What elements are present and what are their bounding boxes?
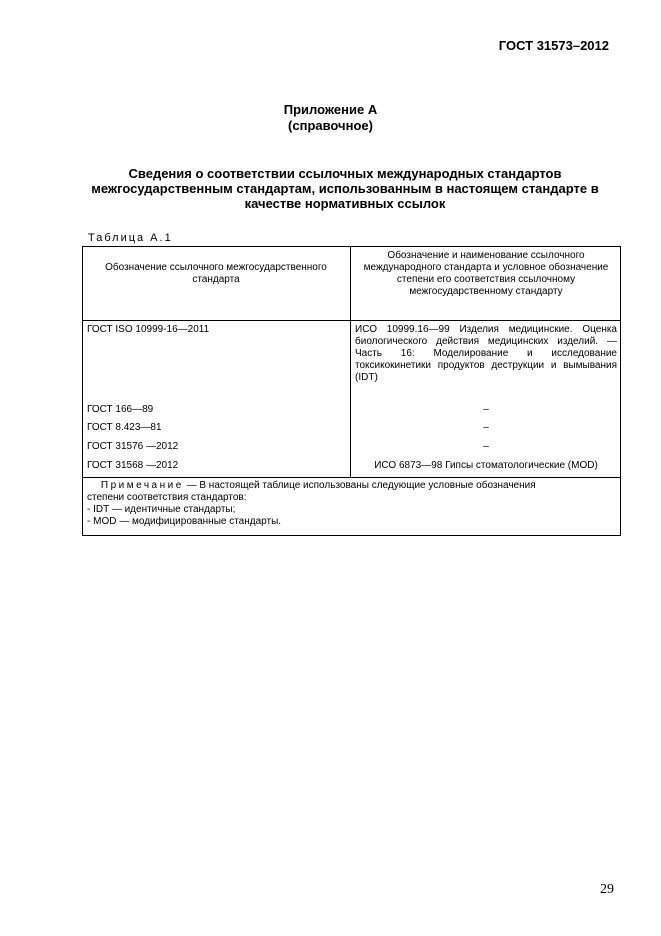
- caption-line-2: межгосударственным стандартам, использованным в настоящем стандарте в: [91, 181, 599, 196]
- note-line-1: [87, 480, 617, 492]
- header-divider: [83, 320, 620, 321]
- caption-line-3: качестве нормативных ссылок: [244, 196, 446, 211]
- table-row-2-right: –: [483, 404, 489, 415]
- table-note: [87, 480, 617, 528]
- note-line-2: степени соответствия стандартов:: [87, 492, 247, 503]
- note-line-4: - MOD — модифицированные стандарты.: [87, 516, 282, 527]
- table-row-1-right: ИСО 10999.16—99 Изделия медицинские. Оценка биологического действия медицинских изделий. — Часть 16: Моделирование и исследование токсикокинетики продуктов деструкции и вымывания (IDT): [355, 324, 617, 383]
- table-row-4-right: –: [483, 441, 489, 452]
- caption-line-1: Сведения о соответствии ссылочных международных стандартов: [128, 166, 562, 181]
- page-number: 29: [600, 882, 614, 897]
- table-row-2-left: ГОСТ 166—89: [87, 404, 154, 415]
- table-row-3-left: ГОСТ 8.423—81: [87, 422, 162, 433]
- document-code: ГОСТ 31573–2012: [498, 38, 609, 53]
- note-divider: [83, 477, 620, 478]
- table-caption: [75, 166, 615, 211]
- table-row-1-left: ГОСТ ISO 10999-16—2011: [87, 324, 210, 335]
- correspondence-table: [82, 246, 621, 536]
- table-row-4-left: ГОСТ 31576 —2012: [87, 441, 179, 452]
- note-label: Примечание: [100, 480, 184, 491]
- table-row-3-right: –: [483, 422, 489, 433]
- table-row-5-right: ИСО 6873—98 Гипсы стоматологические (MOD): [374, 460, 598, 471]
- column-divider: [350, 247, 351, 477]
- note-line-3: - IDT — идентичные стандарты;: [87, 504, 236, 515]
- note-text-1: — В настоящей таблице использованы следующие условные обозначения: [183, 480, 536, 491]
- table-row-5-left: ГОСТ 31568 —2012: [87, 460, 179, 471]
- column-header-international: Обозначение и наименование ссылочного международного стандарта и условное обозначение степени его соответствия ссылочному межгосударственному стандарту: [363, 250, 609, 297]
- column-header-interstate: Обозначение ссылочного межгосударственного стандарта: [105, 262, 327, 285]
- annex-title: Приложение А: [283, 102, 378, 117]
- annex-heading: [0, 102, 661, 134]
- table-label: Таблица А.1: [88, 232, 173, 244]
- annex-subtitle: (справочное): [288, 118, 373, 133]
